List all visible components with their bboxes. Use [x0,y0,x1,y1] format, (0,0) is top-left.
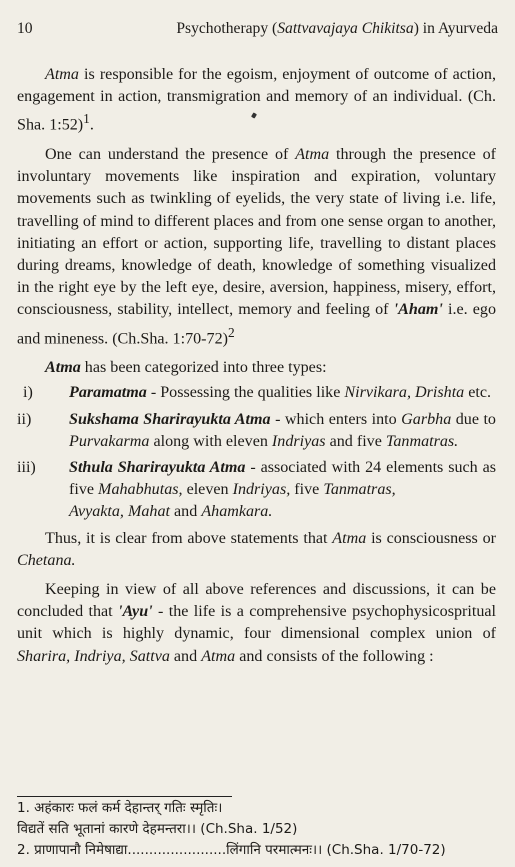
body-text [17,64,496,675]
list-number: ii) [17,410,32,428]
footnote-2: 2. प्राणापानौ निमेषाद्या.......................लिंगानि परमात्मनः।। (Ch.Sha. 1/70-72) [17,842,446,858]
paragraph-ayu-definition: Keeping in view of all above references and discussions, it can be concluded that 'Ayu' - the life is a comprehensive psychophysicospritual unit which is highly dynamic, four dimensional complex union of Sharira, Indriya, Sattva and Atma and consists of the following : [17,580,496,665]
paragraph-atma-types-intro: Atma has been categorized into three types: [45,359,327,377]
footnote-1-line-1: 1. अहंकारः फलं कर्म देहान्तर् गतिः स्मृतिः। [17,800,223,816]
footnote-1-line-2: विद्यतें सति भूतानां कारणे देहमन्तरा।। (Ch.Sha. 1/52) [17,821,298,837]
running-header [17,20,498,38]
list-item: i) Paramatma - Possessing the qualities like Nirvikara, Drishta etc. [17,382,496,404]
page-number: 10 [17,20,33,37]
footnote-ref: 1 [83,111,90,127]
footnote-ref: 2 [227,324,235,340]
paragraph-atma-responsibility: Atma is responsible for the egoism, enjoyment of outcome of action, engagement in action, transmigration and memory of an individual. (Ch. Sha. 1:52)$^1$. [17,66,496,134]
footnote-divider [17,796,232,797]
paragraph-atma-presence: One can understand the presence of Atma through the presence of involuntary movements like inspiration and expiration, voluntary movements such as twinkling of eyelids, the very state of living i.e. life, travelling of mind to different places and from one sense organ to another, initiating an effort or action, supporting life, travelling to distant places during dreams, knowledge of death, knowledge of something visualized in the right eye by the left eye, desire, aversion, happiness, misery, effort, consciousness, stability, intellect, memory and feeling of 'Aham' i.e. ego and mineness. (Ch.Sha. 1:70-72)$^2$ [17,145,496,347]
paragraph-atma-conclusion: Thus, it is clear from above statements that Atma is consciousness or Chetana. [17,529,496,569]
atma-types-list [17,382,496,523]
footnotes [17,796,496,861]
running-title: Psychotherapy (Sattvavajaya Chikitsa) in Ayurveda [176,20,498,37]
list-number: i) [23,384,33,402]
list-number: iii) [17,458,36,476]
list-item: iii) Sthula Sharirayukta Atma - associated with 24 elements such as five Mahabhutas, eleven Indriyas, five Tanmatras, Avyakta, Mahat and Ahamkara. [17,458,496,521]
list-item: ii) Sukshama Sharirayukta Atma - which enters into Garbha due to Purvakarma along with eleven Indriyas and five Tanmatras. [17,410,496,450]
